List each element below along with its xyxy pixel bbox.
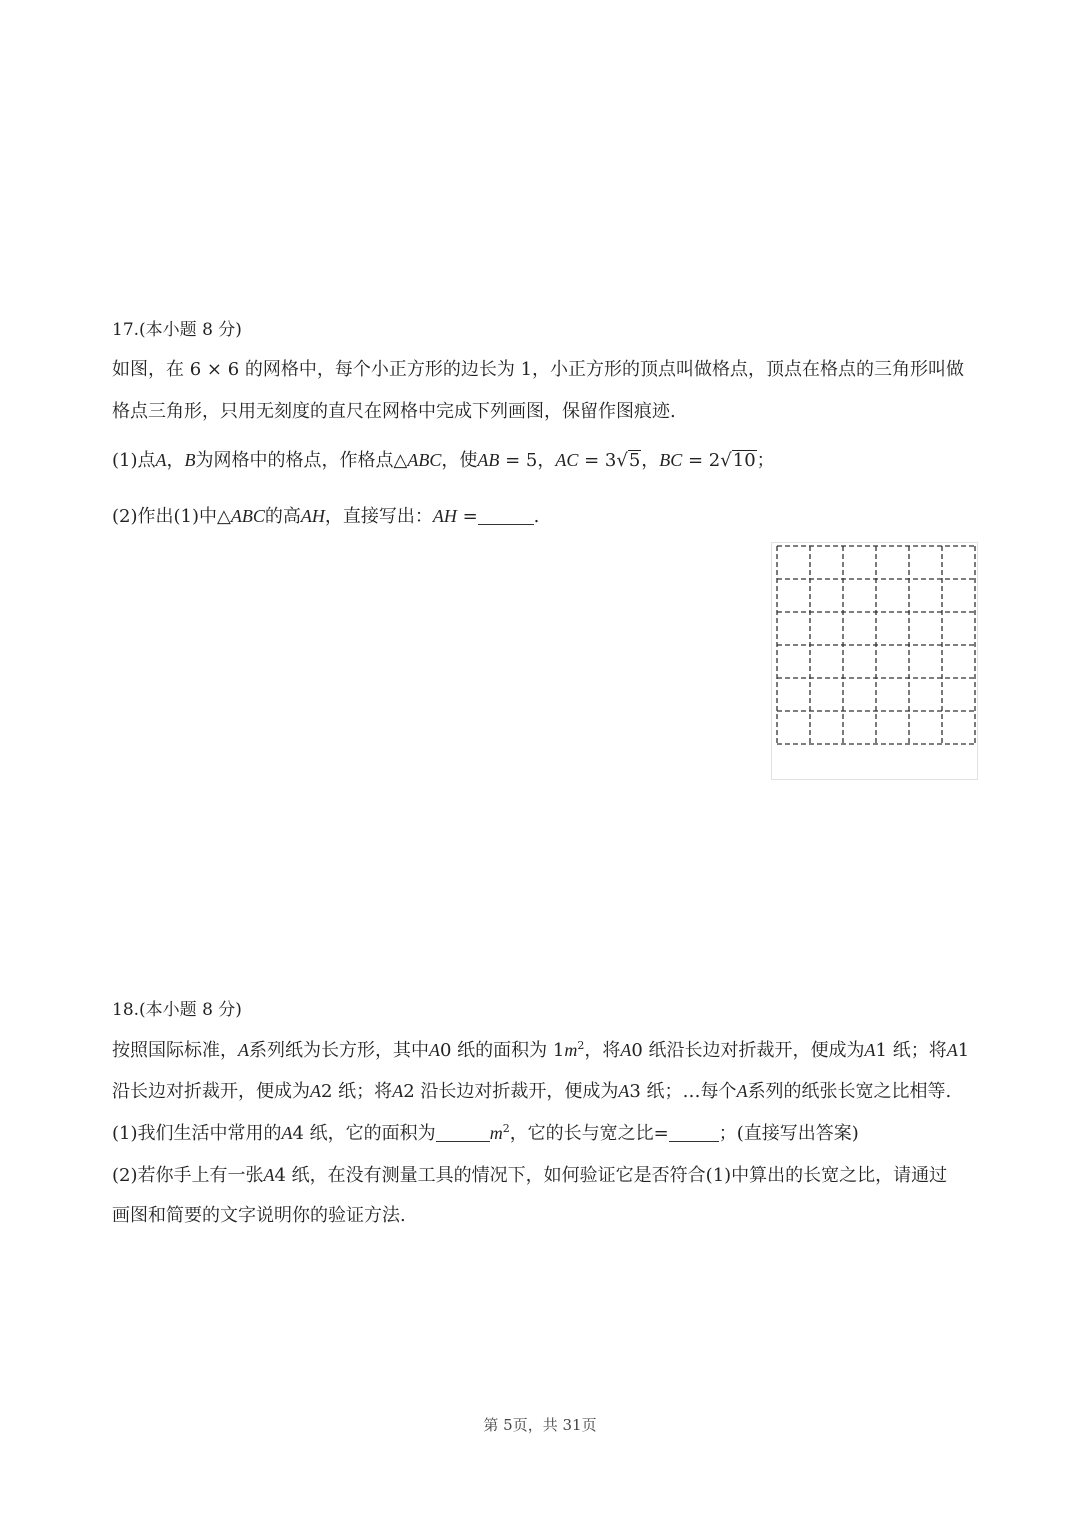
var-a: A [263,1165,275,1185]
text: 系列的纸张长宽之比相等. [747,1081,952,1102]
text: = [456,506,478,527]
unit-m: m [564,1040,578,1060]
text: 的高 [264,506,301,527]
text: = 2 [682,450,721,471]
page-footer: 第 5页，共 31页 [483,1416,597,1434]
q18-heading: 18.(本小题 8 分) [112,1000,242,1020]
grid-6x6 [772,543,979,781]
var-a: A [429,1040,440,1060]
segment-ab: AB [477,450,500,470]
var-a: A [946,1040,958,1060]
var-a: A [310,1081,321,1101]
text: ， [641,450,660,471]
ratio-answer-blank[interactable] [669,1123,719,1142]
triangle-abc: ABC [230,506,265,526]
unit-m: m [489,1123,503,1143]
var-a: A [736,1081,748,1101]
segment-ah: AH [432,506,457,526]
var-a: A [864,1040,876,1060]
var-a: A [392,1081,404,1101]
text: ，直接写出： [324,506,433,527]
sqrt-icon: √ [616,450,628,471]
text: 为网格中的格点，作格点△ [195,450,408,471]
text: ，使 [441,450,478,471]
text: 沿长边对折裁开，便成为 [112,1081,310,1102]
text: 0 纸的面积为 1 [440,1040,565,1061]
text: ，将 [584,1040,621,1061]
point-a: A [155,450,167,470]
segment-ac: AC [555,450,579,470]
q18-line-2 [112,1078,951,1105]
q17-part-2 [112,503,539,530]
text: ， [166,450,185,471]
var-a: A [238,1040,249,1060]
text: (2)作出(1)中△ [112,506,231,527]
radicand: 10 [732,450,756,471]
text: 4 纸，在没有测量工具的情况下，如何验证它是否符合(1)中算出的长宽之比，请通过 [274,1165,948,1186]
text: = 5， [499,450,556,471]
text: = 3 [578,450,617,471]
text: ，它的长与宽之比= [509,1123,669,1144]
triangle-abc: ABC [407,450,442,470]
text: . [533,506,540,527]
text: (1)点 [112,450,156,471]
var-a: A [620,1040,632,1060]
point-b: B [184,450,196,470]
text: ； [756,450,775,471]
text: 1 纸；将 [875,1040,947,1061]
var-a: A [618,1081,630,1101]
text: 0 纸沿长边对折裁开，便成为 [631,1040,865,1061]
radicand: 5 [628,450,641,471]
q18-line-3 [112,1120,859,1147]
text: (1)我们生活中常用的 [112,1123,282,1144]
q18-line-5: 画图和简要的文字说明你的验证方法. [112,1205,406,1226]
segment-ah: AH [300,506,325,526]
q17-intro-line-2: 格点三角形，只用无刻度的直尺在网格中完成下列画图，保留作图痕迹. [112,401,676,422]
q17-part-1 [112,447,775,474]
q18-line-4 [112,1162,947,1189]
area-answer-blank[interactable] [436,1123,490,1142]
text: ；(直接写出答案) [718,1123,859,1144]
text: 3 纸；…每个 [629,1081,737,1102]
var-a: A [281,1123,293,1143]
text: 2 沿长边对折裁开，便成为 [403,1081,619,1102]
q17-heading: 17.(本小题 8 分) [112,320,242,340]
exponent: 2 [502,1122,510,1135]
exponent: 2 [577,1039,585,1052]
text: 按照国际标准， [112,1040,238,1061]
text: 4 纸，它的面积为 [292,1123,436,1144]
q18-line-1 [112,1037,969,1064]
segment-bc: BC [659,450,683,470]
text: 系列纸为长方形，其中 [249,1040,429,1061]
text: (2)若你手上有一张 [112,1165,264,1186]
sqrt-icon: √ [720,450,732,471]
text: 2 纸；将 [321,1081,393,1102]
text: 1 [957,1040,970,1061]
answer-blank[interactable] [478,506,534,525]
grid-figure [771,542,978,780]
q17-intro-line-1: 如图，在 6 × 6 的网格中，每个小正方形的边长为 1，小正方形的顶点叫做格点，顶点在格点的三角形叫做 [112,359,965,380]
